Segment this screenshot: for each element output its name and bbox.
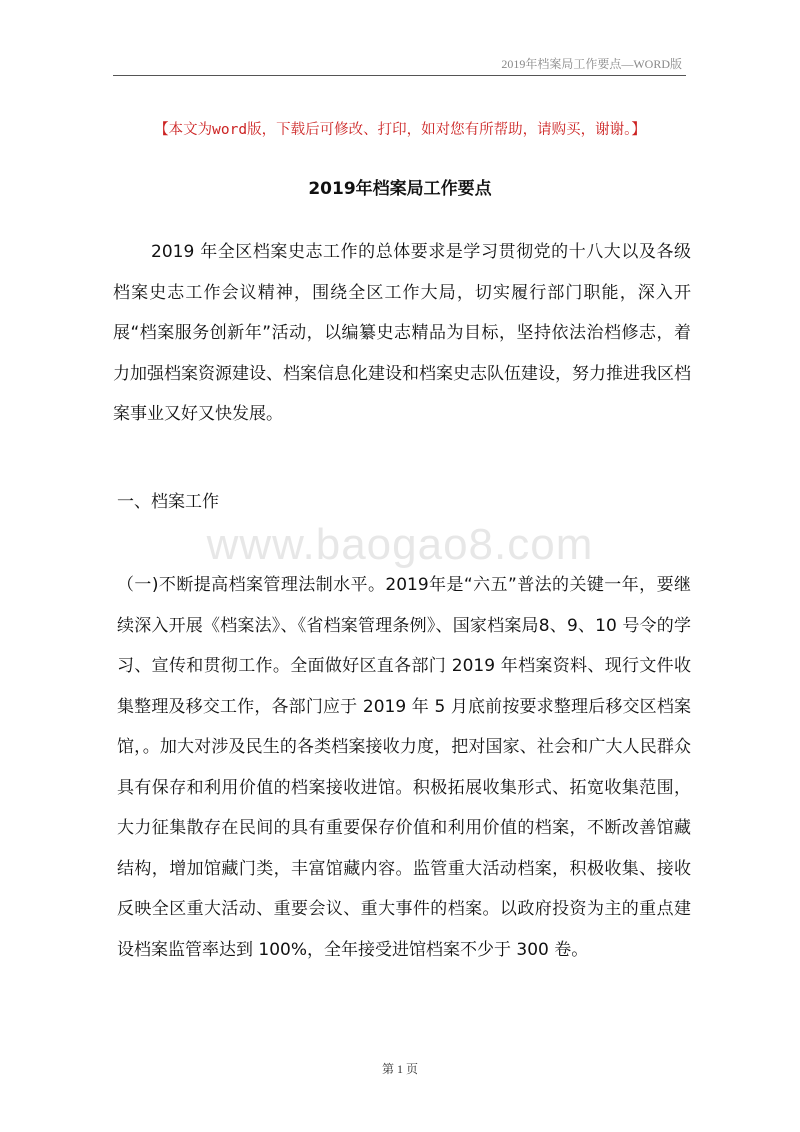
page-number: 第 1 页	[381, 1062, 418, 1076]
intro-paragraph: 2019 年全区档案史志工作的总体要求是学习贯彻党的十八大以及各级档案史志工作会议精神，围绕全区工作大局，切实履行部门职能，深入开展“档案服务创新年”活动，以编纂史志精品为目标，坚持依法治档修志，着力加强档案资源建设、档案信息化建设和档案史志队伍建设，努力推进我区档案事业又好又快发展。	[113, 242, 691, 424]
watermark-text: www.baogao8.com	[206, 520, 594, 569]
section-heading: 一、档案工作	[117, 492, 219, 512]
header-divider	[113, 75, 686, 76]
document-title: 2019年档案局工作要点	[308, 179, 492, 199]
item-one-paragraph: （一)不断提高档案管理法制水平。2019年是“六五”普法的关键一年，要继续深入开展《档案法》、《省档案管理条例》、国家档案局8、9、10 号令的学习、宣传和贯彻工作。全面做好区直各部门 2019 年档案资料、现行文件收集整理及移交工作，各部门应于 2019 年 5 月底前按要求整理后移交区档案馆，。加大对涉及民生的各类档案接收力度，把对国家、社会和广大人民群众具有保存和利用价值的档案接收进馆。积极拓展收集形式、拓宽收集范围，大力征集散存在民间的具有重要保存价值和利用价值的档案，不断改善馆藏结构，增加馆藏门类，丰富馆藏内容。监管重大活动档案，积极收集、接收反映全区重大活动、重要会议、重大事件的档案。以政府投资为主的重点建设档案监管率达到 100%，全年接受进馆档案不少于 300 卷。	[117, 575, 691, 960]
purchase-notice: 【本文为word版，下载后可修改、打印，如对您有所帮助，请购买，谢谢。】	[154, 122, 646, 138]
running-header: 2019年档案局工作要点—WORD版	[501, 57, 682, 71]
